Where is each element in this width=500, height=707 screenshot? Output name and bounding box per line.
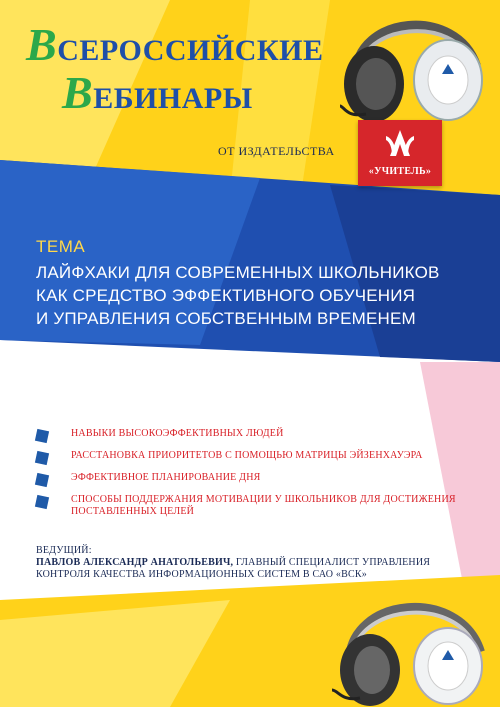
square-bullet-icon <box>35 429 49 443</box>
brand-initial-2: В <box>62 67 94 118</box>
square-bullet-icon <box>35 451 49 465</box>
host-description <box>36 557 436 581</box>
agenda-item <box>36 472 456 484</box>
square-bullet-icon <box>35 473 49 487</box>
brand-word-1: СЕРОССИЙСКИЕ <box>57 34 324 67</box>
agenda-item <box>36 494 456 518</box>
agenda-item <box>36 450 456 462</box>
square-bullet-icon <box>35 495 49 509</box>
host-name: ПАВЛОВ АЛЕКСАНДР АНАТОЛЬЕВИЧ, <box>36 557 234 568</box>
book-emblem-icon <box>382 126 418 162</box>
agenda-list <box>36 428 456 528</box>
topic-title <box>36 261 486 330</box>
agenda-item-text: СПОСОБЫ ПОДДЕРЖАНИЯ МОТИВАЦИИ У ШКОЛЬНИКОВ ДЛЯ ДОСТИЖЕНИЯ ПОСТАВЛЕННЫХ ЦЕЛЕЙ <box>71 494 456 517</box>
host-role: ГЛАВНЫЙ СПЕЦИАЛИСТ УПРАВЛЕНИЯ КОНТРОЛЯ КАЧЕСТВА ИНФОРМАЦИОННЫХ СИСТЕМ В САО «ВСК» <box>36 557 431 580</box>
agenda-item-text: РАССТАНОВКА ПРИОРИТЕТОВ С ПОМОЩЬЮ МАТРИЦЫ ЭЙЗЕНХАУЭРА <box>71 450 423 461</box>
brand-initial-1: В <box>26 19 58 70</box>
agenda-item <box>36 428 456 440</box>
topic-line: ЛАЙФХАКИ ДЛЯ СОВРЕМЕННЫХ ШКОЛЬНИКОВ <box>36 263 440 282</box>
publisher-label: ОТ ИЗДАТЕЛЬСТВА <box>218 144 335 158</box>
host-block <box>36 545 436 581</box>
topic-line: КАК СРЕДСТВО ЭФФЕКТИВНОГО ОБУЧЕНИЯ <box>36 286 416 305</box>
topic-line: И УПРАВЛЕНИЯ СОБСТВЕННЫМ ВРЕМЕНЕМ <box>36 309 416 328</box>
agenda-item-text: НАВЫКИ ВЫСОКОЭФФЕКТИВНЫХ ЛЮДЕЙ <box>71 428 284 439</box>
brand-word-2: ЕБИНАРЫ <box>93 82 253 115</box>
publisher-logo <box>358 120 442 186</box>
headphones-illustration-bottom <box>330 582 500 707</box>
headphones-illustration-top <box>336 6 496 126</box>
host-label: ВЕДУЩИЙ: <box>36 545 92 556</box>
agenda-item-text: ЭФФЕКТИВНОЕ ПЛАНИРОВАНИЕ ДНЯ <box>71 472 261 483</box>
brand-title <box>26 19 324 118</box>
publisher-logo-text: «УЧИТЕЛЬ» <box>368 166 432 177</box>
topic-label: ТЕМА <box>36 237 86 256</box>
